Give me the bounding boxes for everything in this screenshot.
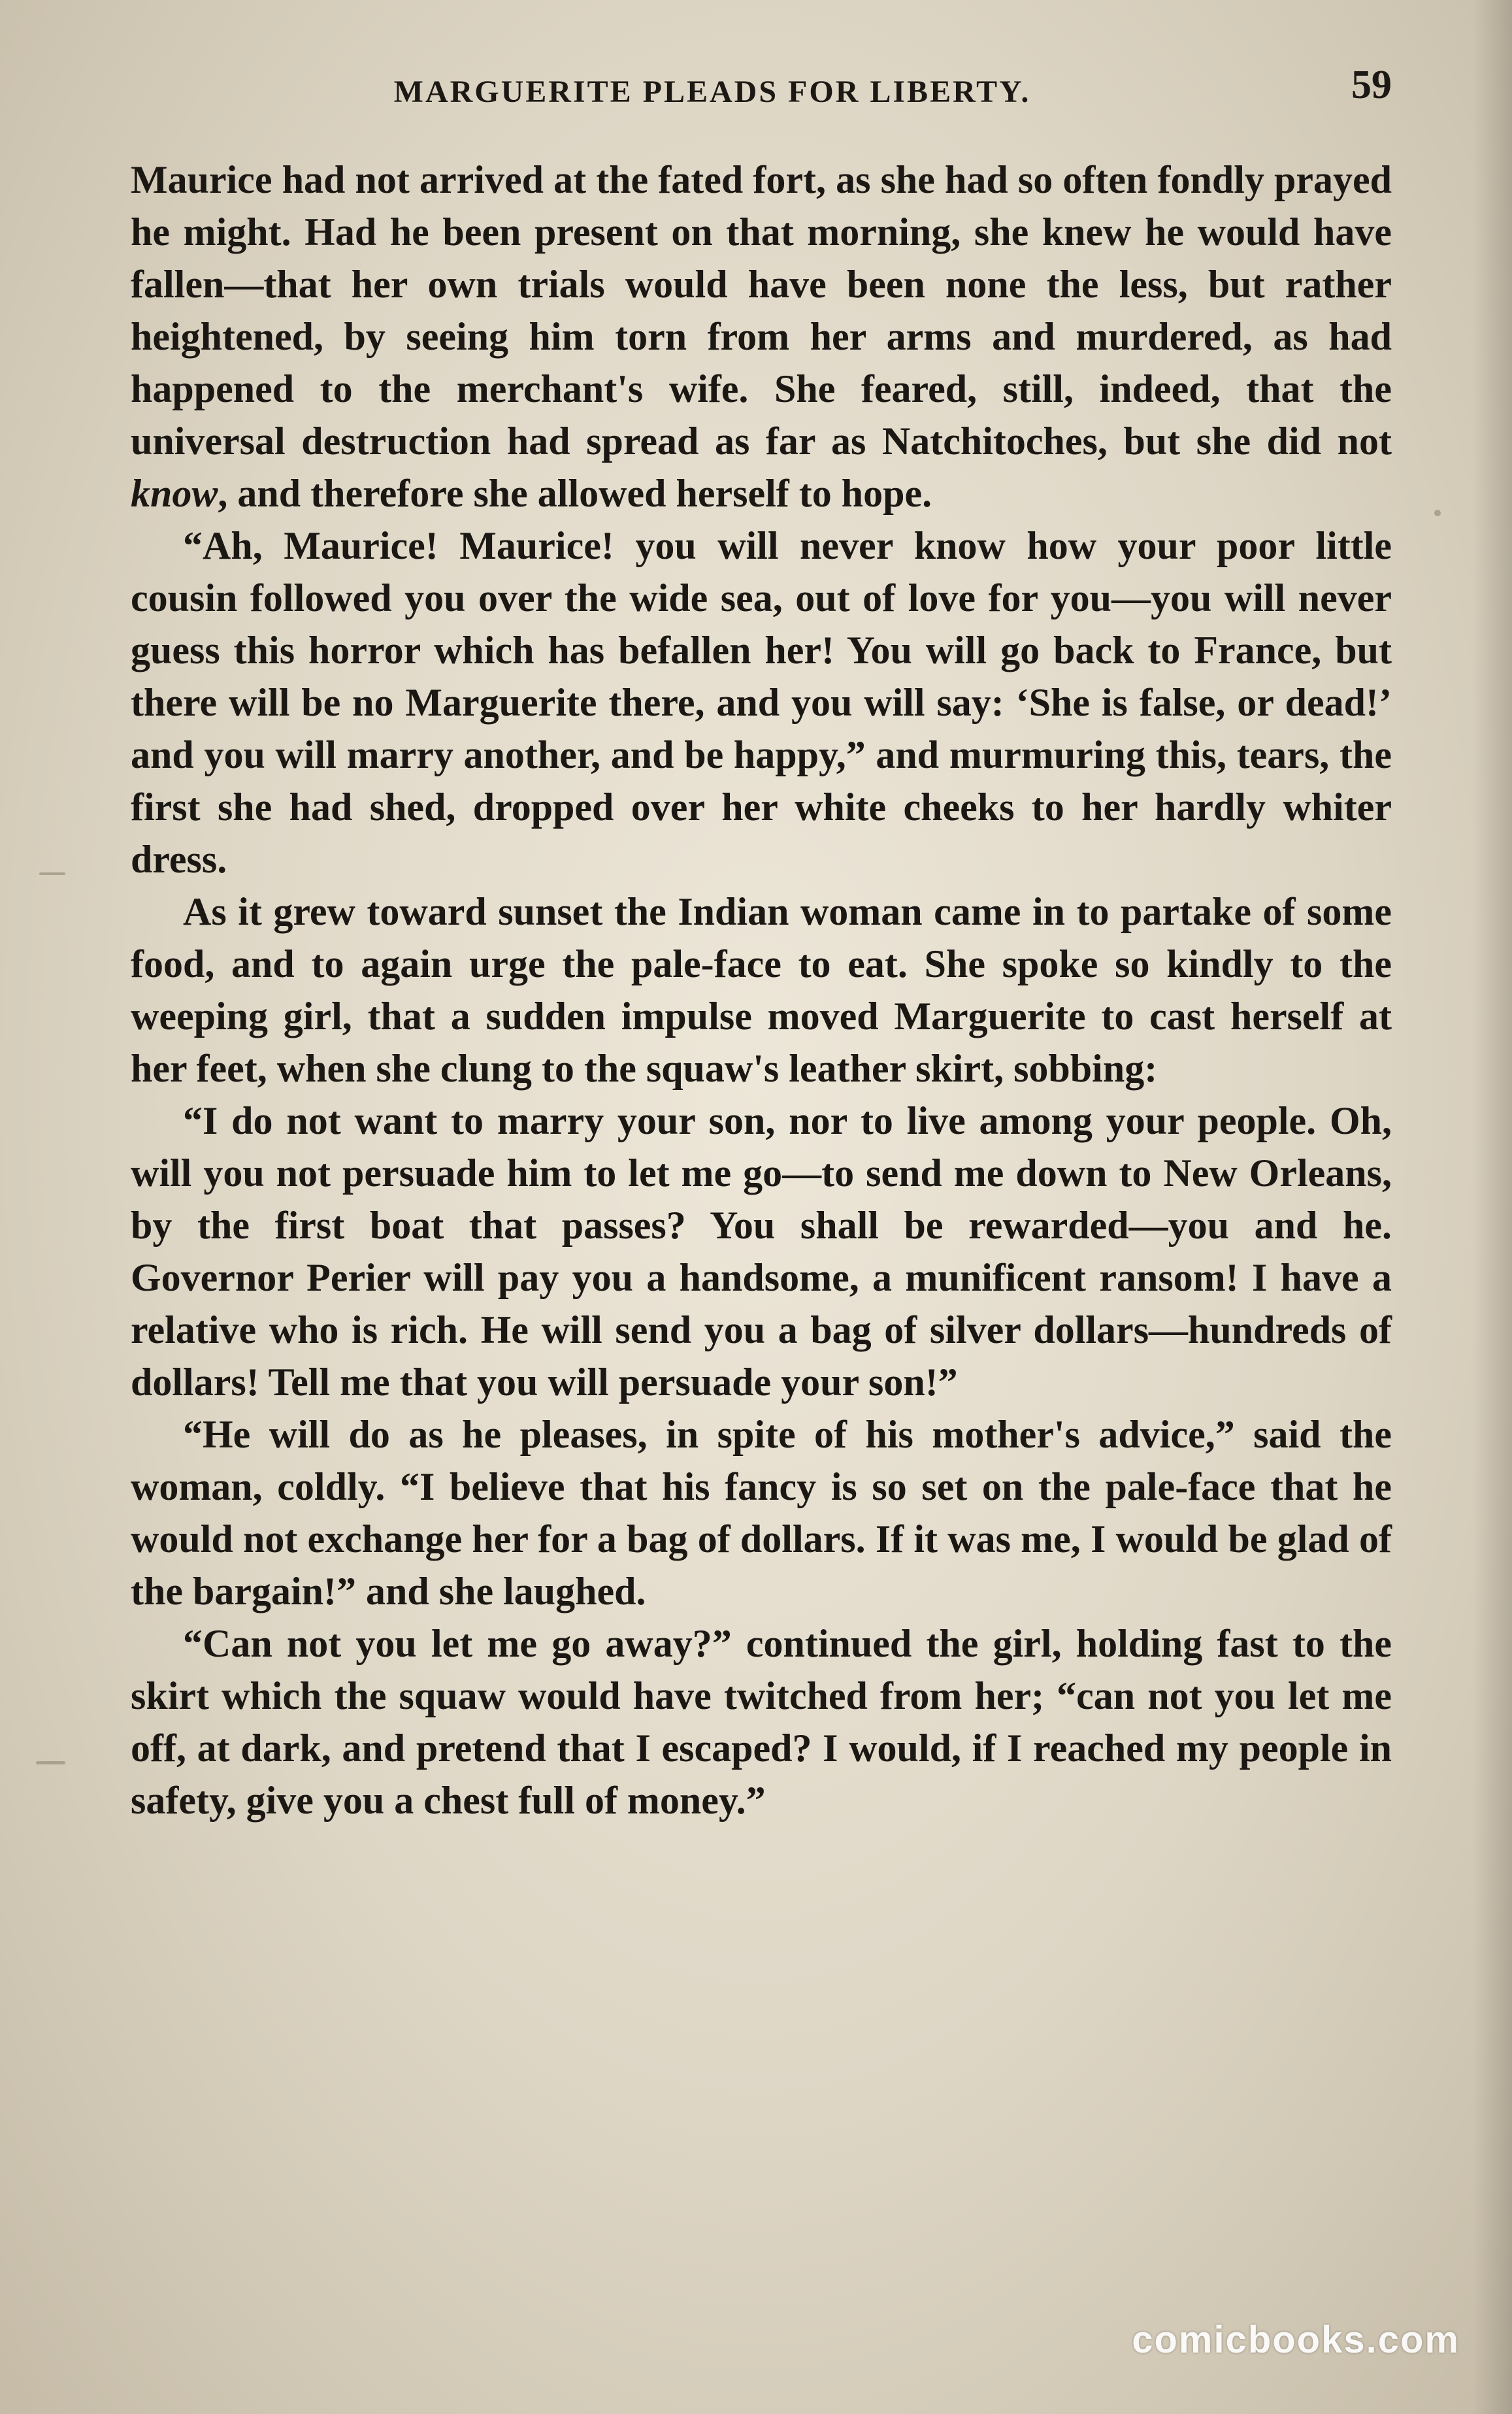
running-head: MARGUERITE PLEADS FOR LIBERTY. xyxy=(393,74,1031,109)
page-header xyxy=(131,62,1392,121)
paragraph-2 xyxy=(131,520,1392,885)
margin-mark xyxy=(1434,510,1441,516)
page-edge-shadow xyxy=(1473,0,1512,2414)
margin-mark xyxy=(39,872,65,875)
paragraph-2-text: “Ah, Maurice! Maurice! you will never know how your poor little cousin followed you over the wide sea, out of love for you—you will never guess this horror which has befallen her! You will go back to France, but there will be no Marguerite there, and you will say: ‘She is false, or dead!’ and you will marry another, and be happy,” and murmuring this, tears, the first she had shed, dropped over her white cheeks to her hardly whiter dress. xyxy=(131,524,1392,881)
paragraph-1-after: , and therefore she allowed herself to hope. xyxy=(218,472,932,515)
margin-mark xyxy=(36,1761,65,1764)
paragraph-3-text: As it grew toward sunset the Indian woman came in to partake of some food, and to again urge the pale-face to eat. She spoke so kindly to the weeping girl, that a sudden impulse moved Marguerite to cast herself at her feet, when she clung to the squaw's leather skirt, sobbing: xyxy=(131,890,1392,1090)
paragraph-1-before: Maurice had not arrived at the fated fort, as she had so often fondly prayed he might. Had he been present on that morning, she knew he would have fallen—that her own trials would have been none the less, but rather heightened, by seeing him torn from her arms and murdered, as had happened to the merchant's wife. She feared, still, indeed, that the universal destruction had spread as far as Natchitoches, but she did not xyxy=(131,158,1392,463)
paragraph-4 xyxy=(131,1095,1392,1408)
paragraph-1-emphasis: know xyxy=(131,472,218,515)
page-number: 59 xyxy=(1351,63,1392,107)
paragraph-6 xyxy=(131,1617,1392,1827)
body-text xyxy=(131,154,1392,1827)
paragraph-5 xyxy=(131,1408,1392,1617)
paragraph-6-text: “Can not you let me go away?” continued the girl, holding fast to the skirt which the squaw would have twitched from her; “can not you let me off, at dark, and pretend that I escaped? I would, if I reached my people in safety, give you a chest full of money.” xyxy=(131,1622,1392,1822)
paragraph-1 xyxy=(131,154,1392,520)
paragraph-3 xyxy=(131,885,1392,1095)
paragraph-4-text: “I do not want to marry your son, nor to live among your people. Oh, will you not persuade him to let me go—to send me down to New Orleans, by the first boat that passes? You shall be rewarded—you and he. Governor Perier will pay you a handsome, a munificent ransom! I have a relative who is rich. He will send you a bag of silver dollars—hundreds of dollars! Tell me that you will persuade your son!” xyxy=(131,1099,1392,1404)
watermark: comicbooks.com xyxy=(1132,2319,1460,2361)
paragraph-5-text: “He will do as he pleases, in spite of his mother's advice,” said the woman, coldly. “I believe that his fancy is so set on the pale-face that he would not exchange her for a bag of dollars. If it was me, I would be glad of the bargain!” and she laughed. xyxy=(131,1413,1392,1613)
